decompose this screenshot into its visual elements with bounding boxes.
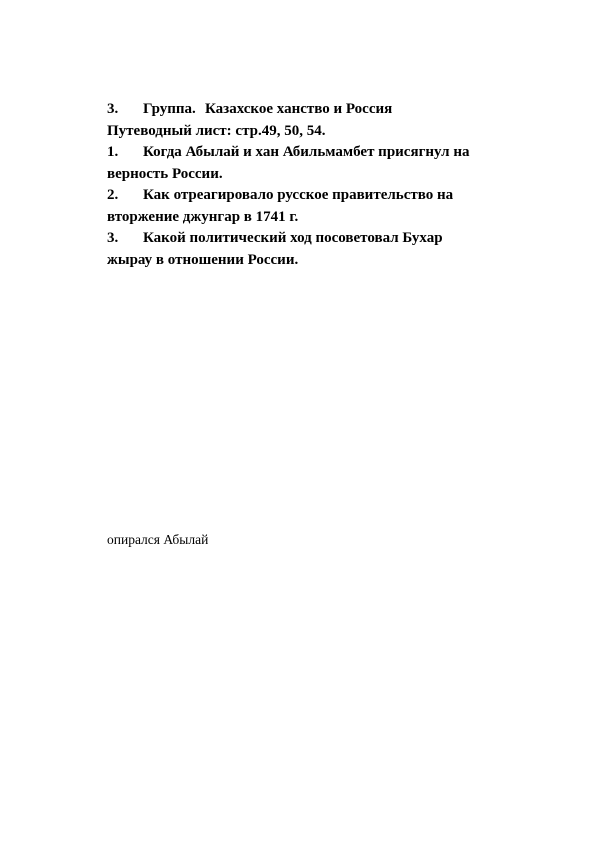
task-block — [107, 99, 527, 271]
guide-line: Путеводный лист: стр.49, 50, 54. — [107, 122, 326, 139]
question-2-line-1 — [107, 185, 527, 207]
question-2-line-2: вторжение джунгар в 1741 г. — [107, 208, 299, 225]
question-2-number: 2. — [107, 187, 119, 203]
group-heading — [107, 99, 527, 121]
group-title: Казахское ханство и Россия — [205, 101, 393, 117]
question-1-line-2: верность России. — [107, 165, 223, 182]
question-3-line-2: жырау в отношении России. — [107, 251, 299, 268]
group-number: 3. — [107, 101, 119, 117]
question-1-text: Когда Абылай и хан Абильмамбет присягнул на — [143, 144, 470, 160]
question-1-line-1 — [107, 142, 527, 164]
question-1-number: 1. — [107, 144, 119, 160]
question-3-text: Какой политический ход посоветовал Бухар — [143, 230, 443, 246]
question-2-text: Как отреагировало русское правительство на — [143, 187, 454, 203]
question-3-line-1 — [107, 228, 527, 250]
question-3-number: 3. — [107, 230, 119, 246]
fragment-text: опирался Абылай — [107, 532, 209, 547]
group-label: Группа. — [143, 101, 196, 117]
